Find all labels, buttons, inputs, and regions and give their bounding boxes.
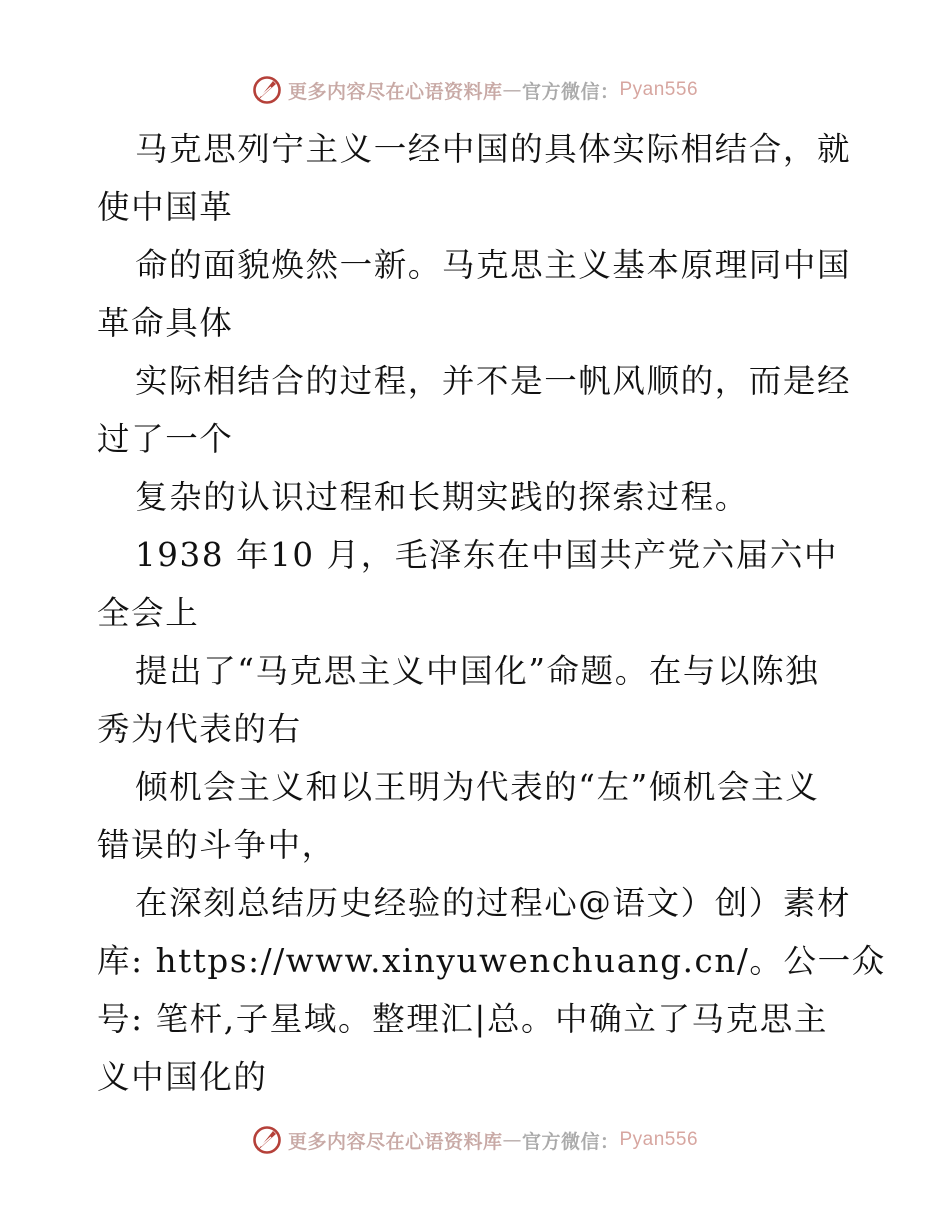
document-body <box>97 120 886 1106</box>
body-line: 命的面貌焕然一新。马克思主义基本原理同中国 <box>135 246 852 284</box>
footer-wechat-label: 官方微信： <box>521 1130 620 1153</box>
header-wechat-id: Pyan556 <box>619 79 699 100</box>
body-line: 使中国革 <box>97 188 234 226</box>
footer-banner-separator: — <box>502 1129 522 1151</box>
body-line: 马克思列宁主义一经中国的具体实际相结合，就 <box>135 130 852 168</box>
footer-wechat-id: Pyan556 <box>619 1129 699 1150</box>
footer-banner-text: 更多内容尽在心语资料库 <box>287 1130 503 1153</box>
header-banner-text: 更多内容尽在心语资料库 <box>287 80 503 103</box>
body-line: 库: https://www.xinyuwenchuang.cn/。公一众 <box>97 942 886 980</box>
body-line: 义中国化的 <box>97 1058 268 1096</box>
body-line: 1938 年10 月，毛泽东在中国共产党六届六中 <box>135 536 839 574</box>
header-watermark-banner <box>0 70 950 110</box>
body-line: 复杂的认识过程和长期实践的探索过程。 <box>135 478 749 516</box>
body-line: 秀为代表的右 <box>97 710 302 748</box>
body-line: 全会上 <box>97 594 200 632</box>
body-line: 革命具体 <box>97 304 234 342</box>
header-banner-separator: — <box>502 79 522 101</box>
body-line: 实际相结合的过程，并不是一帆风顺的，而是经 <box>135 362 852 400</box>
body-line: 错误的斗争中， <box>97 826 336 864</box>
body-line: 过了一个 <box>97 420 234 458</box>
quill-logo-icon <box>252 75 282 105</box>
footer-watermark-banner <box>0 1120 950 1160</box>
body-line: 号: 笔杆,子星域。整理汇|总。中确立了马克思主 <box>97 1000 828 1038</box>
body-line: 提出了“马克思主义中国化”命题。在与以陈独 <box>135 652 820 690</box>
body-line: 倾机会主义和以王明为代表的“左”倾机会主义 <box>135 768 820 806</box>
body-line: 在深刻总结历史经验的过程心@语文）创）素材 <box>135 884 852 922</box>
quill-logo-icon <box>252 1125 282 1155</box>
header-wechat-label: 官方微信： <box>521 80 620 103</box>
